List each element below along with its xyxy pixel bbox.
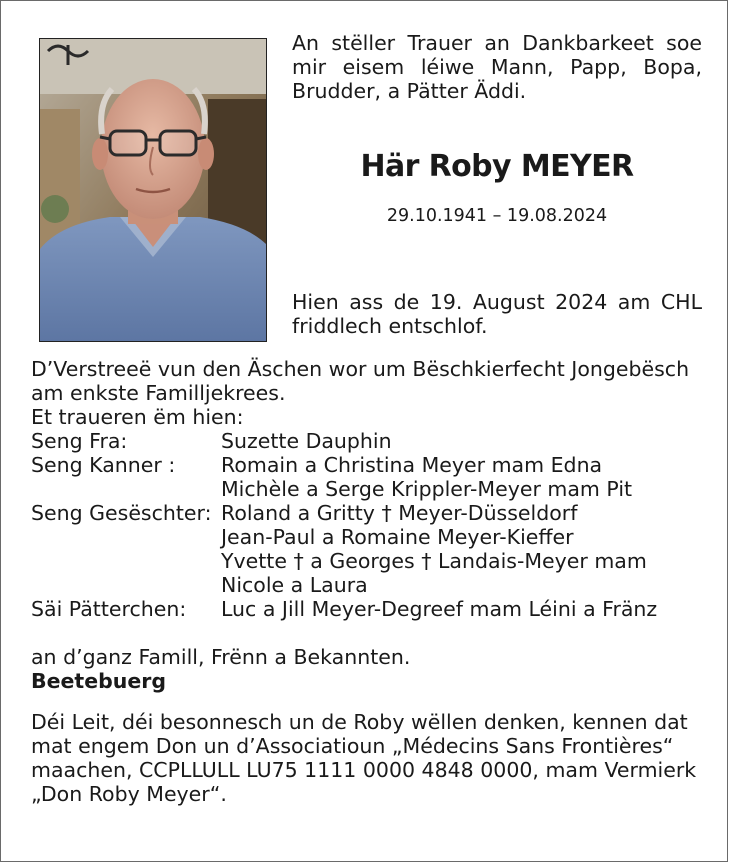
main-text <box>31 357 703 806</box>
mourner-name: Michèle a Serge Krippler-Meyer mam Pit <box>221 477 633 501</box>
mourner-name: Jean-Paul a Romaine Meyer-Kieffer <box>221 525 574 549</box>
deceased-name: Här Roby MEYER <box>360 149 634 184</box>
mourner-row <box>31 501 703 597</box>
mourner-row <box>31 429 703 453</box>
spacer <box>31 621 703 645</box>
mourner-name: Yvette † a Georges † Landais-Meyer mam <box>221 549 647 573</box>
mourner-role: Säi Pätterchen: <box>31 597 187 621</box>
mourner-role: Seng Fra: <box>31 429 128 453</box>
mourners-intro: Et traueren ëm hien: <box>31 405 244 429</box>
mourner-role: Seng Gesëschter: <box>31 501 212 525</box>
mourner-name: Roland a Gritty † Meyer-Düsseldorf <box>221 501 578 525</box>
ashes-text: D’Verstreeë vun den Äschen wor um Bëschkierfecht Jongebësch am enkste Familljekrees. <box>31 357 690 405</box>
life-dates: 29.10.1941 – 19.08.2024 <box>386 206 608 226</box>
intro-text: An stëller Trauer an Dankbarkeet soe mir eisem léiwe Mann, Papp, Bopa, Brudder, a Pätter Äddi. <box>292 31 702 103</box>
mourner-role: Seng Kanner : <box>31 453 176 477</box>
mourner-name: Luc a Jill Meyer-Degreef mam Léini a Fränz <box>221 597 658 621</box>
passing-text: Hien ass de 19. August 2024 am CHL friddlech entschlof. <box>292 290 702 338</box>
place-name: Beetebuerg <box>31 669 167 693</box>
mourner-names <box>221 501 703 597</box>
mourner-row <box>31 597 703 621</box>
mourner-names <box>221 429 703 453</box>
portrait-photo <box>39 38 267 342</box>
mourners-list <box>31 429 703 621</box>
mourner-name: Suzette Dauphin <box>221 429 392 453</box>
donation-text: Déi Leit, déi besonnesch un de Roby wëllen denken, kennen dat mat engem Don un d’Associatioun „Médecins Sans Frontières“ maachen, CCPLLULL LU75 1111 0000 4848 0000, mam Vermierk „Don Roby Meyer“. <box>31 710 697 806</box>
mourner-name: Romain a Christina Meyer mam Edna <box>221 453 603 477</box>
mourner-names <box>221 597 703 621</box>
family-text: an d’ganz Famill, Frënn a Bekannten. <box>31 645 411 669</box>
mourner-row <box>31 453 703 501</box>
mourner-names <box>221 453 703 501</box>
mourner-name: Nicole a Laura <box>221 573 368 597</box>
